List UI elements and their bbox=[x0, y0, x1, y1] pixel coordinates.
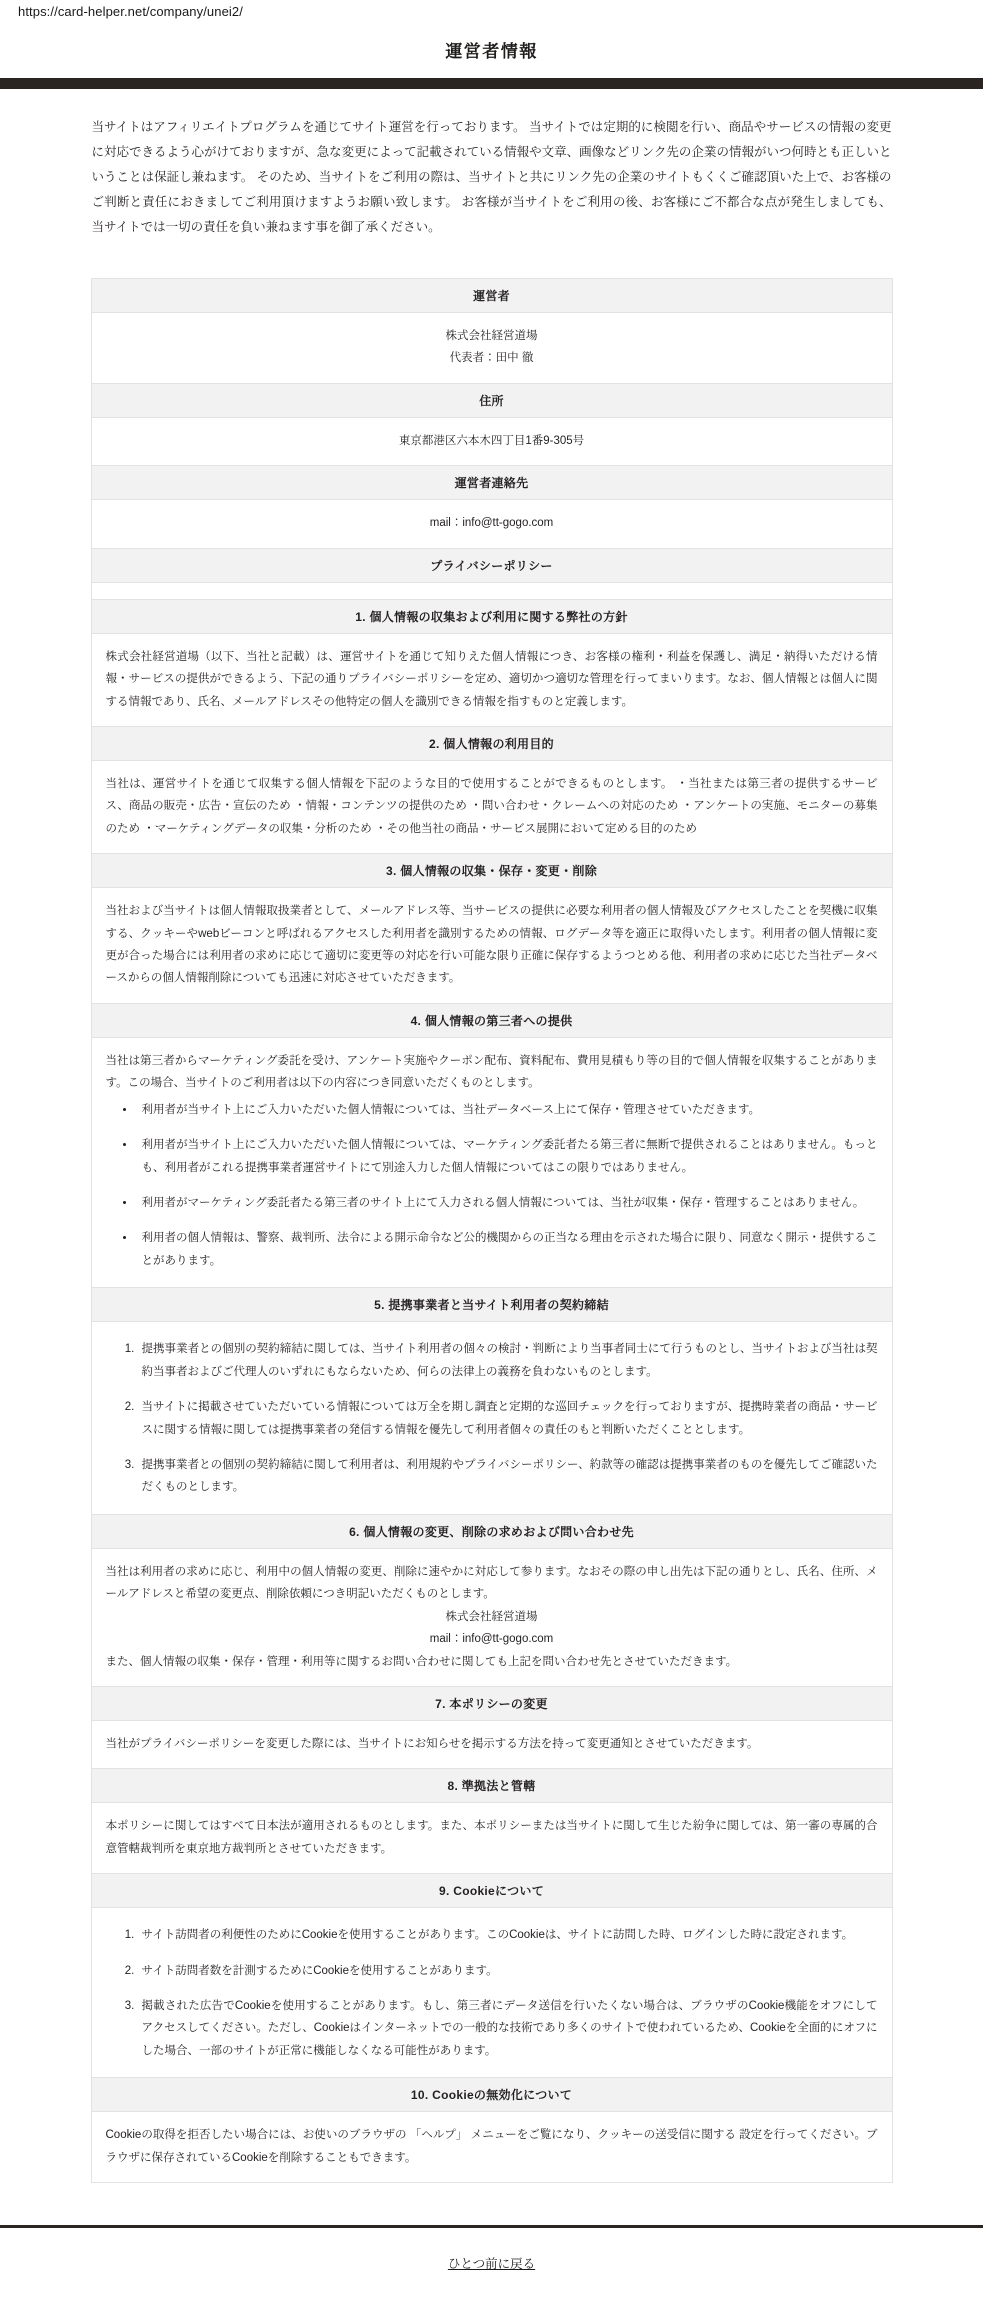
section-6-mail: mail：info@tt-gogo.com bbox=[429, 1633, 554, 1646]
section-text-6-after: また、個人情報の収集・保存・管理・利用等に関するお問い合わせに関しても上記を問い合わせ先とさせていただきます。 bbox=[105, 1655, 738, 1668]
section-body-2 bbox=[92, 761, 892, 853]
section-text-7: 当社がプライバシーポリシーを変更した際には、当サイトにお知らせを掲示する方法を持って変更通知とさせていただきます。 bbox=[105, 1737, 759, 1750]
list-item: • 利用者が当サイト上にご入力いただいた個人情報については、当社データベース上にて保存・管理させていただきます。 bbox=[136, 1099, 878, 1121]
list-item: 3. 提携事業者との個別の契約締結に関して利用者は、利用規約やプライバシーポリシー、約款等の確認は提携事業者のものを優先してご確認いただくものとします。 bbox=[138, 1454, 878, 1499]
list-item: • 利用者がマーケティング委託者たる第三者のサイト上にて入力される個人情報については、当社が収集・保存・管理することはありません。 bbox=[136, 1192, 878, 1214]
section-6-company: 株式会社経営道場 bbox=[445, 1610, 538, 1623]
section-body-8 bbox=[92, 1803, 892, 1873]
address-value: 東京都港区六本木四丁目1番9-305号 bbox=[398, 434, 585, 447]
section-heading-2: 2. 個人情報の利用目的 bbox=[92, 726, 892, 761]
list-item: • 利用者の個人情報は、警察、裁判所、法令による開示命令など公的機関からの正当なる理由を示された場合に限り、同意なく開示・提供することがあります。 bbox=[136, 1227, 878, 1272]
section-heading-9: 9. Cookieについて bbox=[92, 1873, 892, 1908]
section-heading-3: 3. 個人情報の収集・保存・変更・削除 bbox=[92, 853, 892, 888]
section-heading-7: 7. 本ポリシーの変更 bbox=[92, 1686, 892, 1721]
section-heading-10: 10. Cookieの無効化について bbox=[92, 2077, 892, 2112]
section-body-4 bbox=[92, 1038, 892, 1287]
section-body-3 bbox=[92, 888, 892, 1003]
section-body-7 bbox=[92, 1721, 892, 1768]
section-body-5 bbox=[92, 1322, 892, 1514]
section-body-1 bbox=[92, 634, 892, 726]
section-list-4 bbox=[106, 1099, 878, 1273]
main-content bbox=[0, 89, 983, 2319]
list-item: • 利用者が当サイト上にご入力いただいた個人情報については、マーケティング委託者たる第三者に無断で提供されることはありません。もっとも、利用者がこれる提携事業者運営サイトにて別途入力した個人情報についてはこの限りではありません。 bbox=[136, 1134, 878, 1179]
section-body-9 bbox=[92, 1908, 892, 2077]
footer-spacer bbox=[0, 2297, 983, 2319]
page-footer bbox=[0, 2225, 983, 2297]
section-text-3: 当社および当サイトは個人情報取扱業者として、メールアドレス等、当サービスの提供に必要な利用者の個人情報及びアクセスしたことを契機に収集する、クッキーやwebビーコンと呼ばれるアクセスした利用者を識別するための情報、ログデータ等を適正に取得いたします。利用者の個人情報に変更が合った場合には利用者の求めに応じて適切に変更等の対応を行い可能な限り正確に保存するようつとめる他、利用者の求めに応じた当社データベースからの個人情報削除についても迅速に対応させていただきます。 bbox=[105, 905, 878, 985]
list-item: 1. 提携事業者との個別の契約締結に関しては、当サイト利用者の個々の検討・判断により当事者同士にて行うものとし、当サイトおよび当社は契約当事者およびご代理人のいずれにもならないため、何らの法律上の義務を負わないものとします。 bbox=[138, 1338, 878, 1383]
operator-heading: 運営者 bbox=[92, 279, 892, 313]
privacy-spacer bbox=[92, 583, 892, 599]
list-item: 1. サイト訪問者の利便性のためにCookieを使用することがあります。このCookieは、サイトに訪問した時、ログインした時に設定されます。 bbox=[138, 1924, 878, 1946]
section-text-8: 本ポリシーに関してはすべて日本法が適用されるものとします。また、本ポリシーまたは当サイトに関して生じた紛争に関しては、第一審の専属的合意管轄裁判所を東京地方裁判所とさせていただきます。 bbox=[105, 1820, 878, 1855]
list-item: 2. 当サイトに掲載させていただいている情報については万全を期し調査と定期的な巡回チェックを行っておりますが、提携時業者の商品・サービスに関する情報に関しては提携事業者の発信する情報を優先して利用者個々の責任のもと判断いただくこととします。 bbox=[138, 1396, 878, 1441]
operator-name: 株式会社経営道場 bbox=[445, 330, 538, 342]
browser-url-bar: https://card-helper.net/company/unei2/ bbox=[18, 4, 243, 19]
list-item: 3. 掲載された広告でCookieを使用することがあります。もし、第三者にデータ送信を行いたくない場合は、ブラウザのCookie機能をオフにしてアクセスしてください。ただし、Cookieはインターネットでの一般的な技術であり多くのサイトで使われているため、Cookieを全面的にオフにした場合、一部のサイトが正常に機能しなくなる可能性があります。 bbox=[138, 1995, 878, 2062]
page-title: 運営者情報 bbox=[445, 42, 538, 61]
privacy-policy-heading: プライバシーポリシー bbox=[92, 548, 892, 583]
section-body-10 bbox=[92, 2112, 892, 2182]
contact-mail: mail：info@tt-gogo.com bbox=[429, 517, 554, 530]
section-text-10: Cookieの取得を拒否したい場合には、お使いのブラウザの 「ヘルプ」 メニューをご覧になり、クッキーの送受信に関する 設定を行ってください。ブラウザに保存されているCookieを削除することもできます。 bbox=[105, 2129, 878, 2164]
section-heading-8: 8. 準拠法と管轄 bbox=[92, 1768, 892, 1803]
section-text-6: 当社は利用者の求めに応じ、利用中の個人情報の変更、削除に速やかに対応して参ります。なおその際の申し出先は下記の通りとし、氏名、住所、メールアドレスと希望の変更点、削除依頼につき明記いただくものとします。 bbox=[105, 1565, 878, 1601]
contact-body bbox=[92, 500, 892, 547]
section-list-5 bbox=[106, 1338, 878, 1499]
address-body bbox=[92, 418, 892, 465]
section-body-6 bbox=[92, 1549, 892, 1686]
section-text-1: 株式会社経営道場（以下、当社と記載）は、運営サイトを通じて知りえた個人情報につき、お客様の権利・利益を保護し、満足・納得いただける情報・サービスの提供ができるよう、下記の通りプライバシーポリシーを定め、適切かつ適切な管理を行ってまいります。なお、個人情報とは個人に関する情報であり、氏名、メールアドレスその他特定の個人を識別できる情報を指すものと定義します。 bbox=[105, 650, 878, 708]
page-title-band bbox=[0, 23, 983, 78]
operator-representative: 代表者：田中 徹 bbox=[449, 352, 534, 365]
intro-text: 当サイトはアフィリエイトプログラムを通じてサイト運営を行っております。 当サイトでは定期的に検閲を行い、商品やサービスの情報の変更に対応できるよう心がけておりますが、急な変更によって記載されている情報や文章、画像などリンク先の企業の情報がいつ何時とも正しいということは保証し兼ねます。 そのため、当サイトをご利用の際は、当サイトと共にリンク先の企業のサイトもくくご確認頂いた上で、お客様のご判断と責任におきましてご利用頂けますようお願い致します。 お客様が当サイトをご利用の後、お客様にご不都合な点が発生しましても、当サイトでは一切の責任を負い兼ねます事を御了承ください。 bbox=[91, 120, 892, 234]
back-link[interactable]: ひとつ前に戻る bbox=[447, 2257, 536, 2272]
section-list-9 bbox=[106, 1924, 878, 2062]
section-heading-6: 6. 個人情報の変更、削除の求めおよび問い合わせ先 bbox=[92, 1514, 892, 1549]
section-heading-1: 1. 個人情報の収集および利用に関する弊社の方針 bbox=[92, 599, 892, 634]
section-heading-4: 4. 個人情報の第三者への提供 bbox=[92, 1003, 892, 1038]
list-item: 2. サイト訪問者数を計測するためにCookieを使用することがあります。 bbox=[138, 1960, 878, 1982]
address-heading: 住所 bbox=[92, 383, 892, 418]
company-info-panel bbox=[91, 278, 893, 2183]
operator-body bbox=[92, 313, 892, 383]
intro-paragraph bbox=[92, 89, 892, 250]
section-heading-5: 5. 提携事業者と当サイト利用者の契約締結 bbox=[92, 1287, 892, 1322]
contact-heading: 運営者連絡先 bbox=[92, 465, 892, 500]
header-divider bbox=[0, 78, 983, 89]
section-text-4: 当社は第三者からマーケティング委託を受け、アンケート実施やクーポン配布、資料配布、費用見積もり等の目的で個人情報を収集することがあります。この場合、当サイトのご利用者は以下の内容につき同意いただくものとします。 bbox=[105, 1054, 878, 1090]
section-text-2: 当社は、運営サイトを通じて収集する個人情報を下記のような目的で使用することができるものとします。 ・当社または第三者の提供するサービス、商品の販売・広告・宣伝のため ・情報・コンテンツの提供のため ・問い合わせ・クレームへの対応のため ・アンケートの実施、モニターの募集のため ・マーケティングデータの収集・分析のため ・その他当社の商品・サービス展開において定める目的のため bbox=[105, 777, 878, 835]
